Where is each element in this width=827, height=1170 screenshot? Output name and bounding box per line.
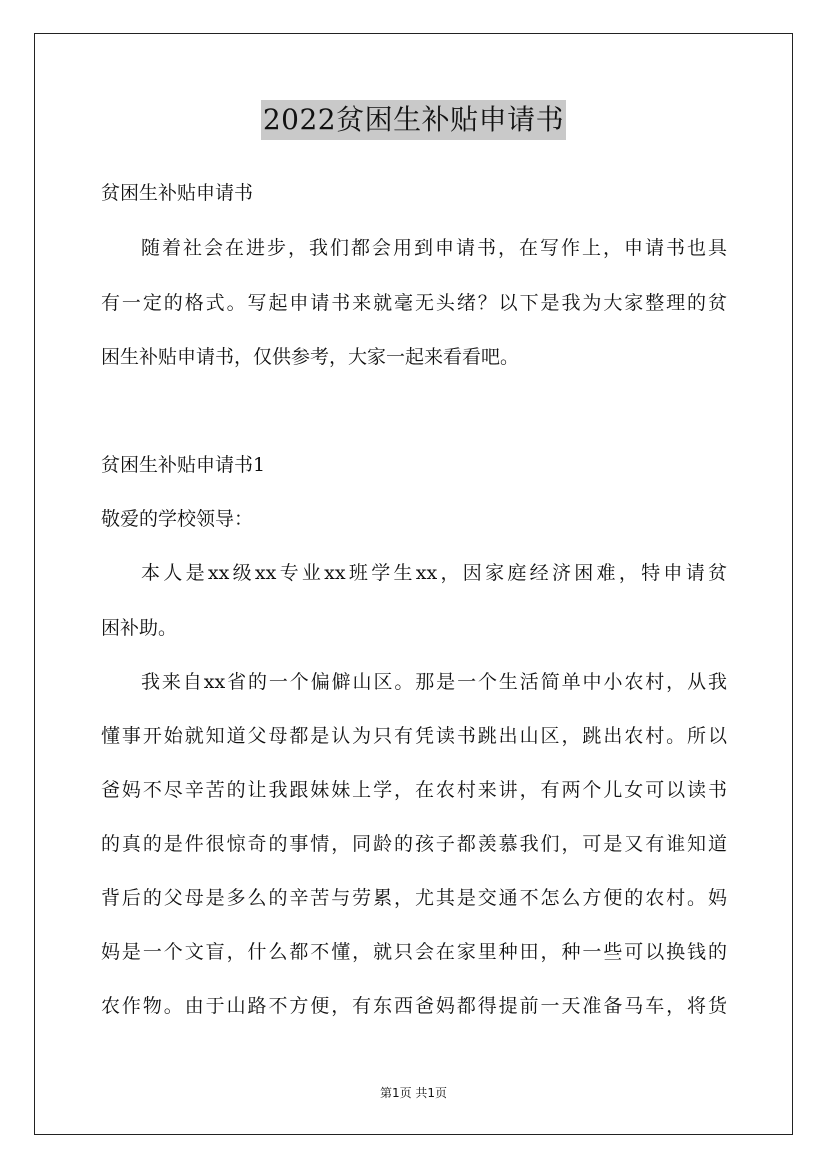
document-title: 2022贫困生补贴申请书 [261, 100, 566, 140]
intro-line-3: 困生补贴申请书，仅供参考，大家一起来看看吧。 [101, 346, 520, 368]
intro-line-1: 随着社会在进步，我们都会用到申请书，在写作上，申请书也具 [141, 237, 727, 259]
para2-line-7: 农作物。由于山路不方便，有东西爸妈都得提前一天准备马车，将货 [101, 995, 727, 1017]
para2-line-2: 懂事开始就知道父母都是认为只有凭读书跳出山区，跳出农村。所以 [101, 725, 727, 747]
salutation: 敬爱的学校领导： [101, 508, 254, 530]
para2-line-1: 我来自xx省的一个偏僻山区。那是一个生活简单中小农村，从我 [141, 671, 727, 693]
para1-line-1: 本人是xx级xx专业xx班学生xx，因家庭经济困难，特申请贫 [141, 562, 727, 584]
title-container [0, 100, 827, 140]
para2-line-4: 的真的是件很惊奇的事情，同龄的孩子都羡慕我们，可是又有谁知道 [101, 833, 727, 855]
subtitle: 贫困生补贴申请书 [101, 182, 254, 204]
para2-line-6: 妈是一个文盲，什么都不懂，就只会在家里种田，种一些可以换钱的 [101, 941, 727, 963]
page-number: 第1页 共1页 [379, 1086, 448, 1100]
para2-line-3: 爸妈不尽辛苦的让我跟妹妹上学，在农村来讲，有两个儿女可以读书 [101, 779, 727, 801]
intro-line-2: 有一定的格式。写起申请书来就毫无头绪？以下是我为大家整理的贫 [101, 292, 727, 314]
para2-line-5: 背后的父母是多么的辛苦与劳累，尤其是交通不怎么方便的农村。妈 [101, 887, 727, 909]
para1-line-2: 困补助。 [101, 617, 178, 639]
section-heading: 贫困生补贴申请书1 [101, 454, 266, 476]
